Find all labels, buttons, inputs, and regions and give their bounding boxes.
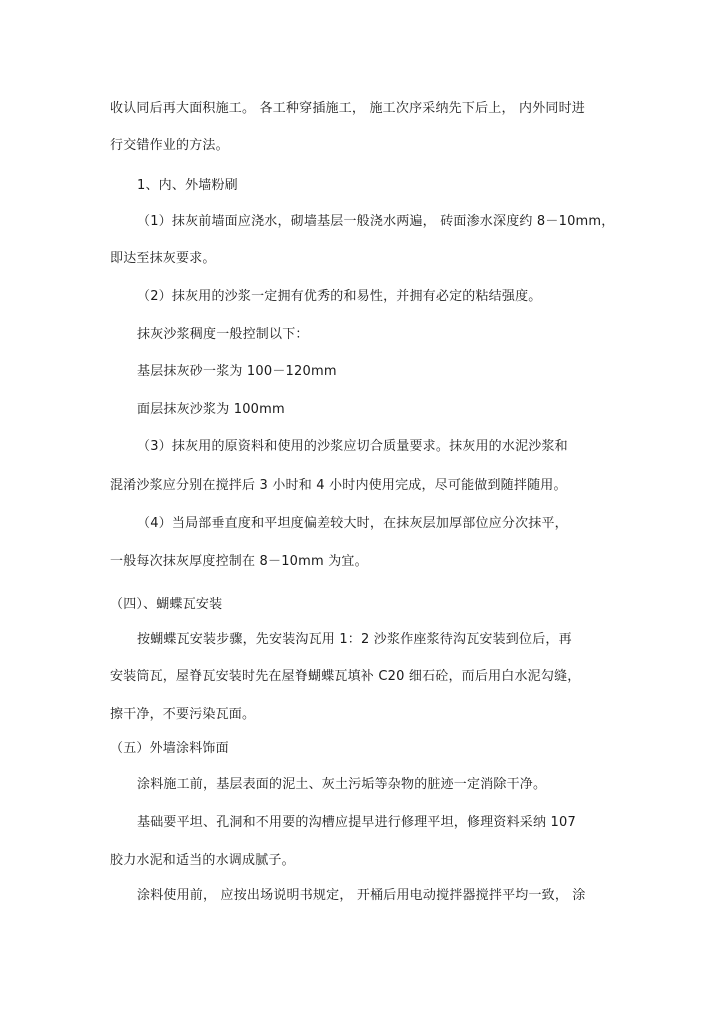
text-line-20: 基础要平坦、孔洞和不用要的沟槽应提早进行修理平坦，修理资料采纳 107 xyxy=(137,815,576,830)
text-line-4: （1）抹灰前墙面应浇水，砌墙基层一般浇水两遍， 砖面渗水深度约 8－10mm， xyxy=(137,214,615,229)
text-line-5: 即达至抹灰要求。 xyxy=(110,251,216,266)
section-heading-exterior-paint: （五）外墙涂料饰面 xyxy=(110,741,229,756)
text-line-13: 一般每次抹灰厚度控制在 8－10mm 为宜。 xyxy=(110,554,368,569)
text-line-16: 安装筒瓦，屋脊瓦安装时先在屋脊蝴蝶瓦填补 C20 细石砼，而后用白水泥勾缝， xyxy=(110,669,581,684)
text-line-6: （2）抹灰用的沙浆一定拥有优秀的和易性，并拥有必定的粘结强度。 xyxy=(137,289,542,304)
text-line-1: 收认同后再大面积施工。 各工种穿插施工， 施工次序采纳先下后上， 内外同时进 xyxy=(110,101,585,116)
section-heading-wall-plastering: 1、内、外墙粉刷 xyxy=(137,178,238,193)
text-line-12: （4）当局部垂直度和平坦度偏差较大时，在抹灰层加厚部位应分次抹平， xyxy=(137,516,568,531)
text-line-22: 涂料使用前， 应按出场说明书规定， 开桶后用电动搅拌器搅拌平均一致， 涂 xyxy=(137,888,586,903)
text-line-21: 胶力水泥和适当的水调成腻子。 xyxy=(110,853,295,868)
text-line-7: 抹灰沙浆稠度一般控制以下： xyxy=(137,327,309,342)
text-line-8: 基层抹灰砂一浆为 100－120mm xyxy=(137,364,337,379)
text-line-15: 按蝴蝶瓦安装步骤，先安装沟瓦用 1：2 沙浆作座浆待沟瓦安装到位后，再 xyxy=(137,632,572,647)
text-line-9: 面层抹灰沙浆为 100mm xyxy=(137,402,285,417)
text-line-17: 擦干净，不要污染瓦面。 xyxy=(110,707,256,722)
text-line-11: 混淆沙浆应分别在搅拌后 3 小时和 4 小时内使用完成，尽可能做到随拌随用。 xyxy=(110,478,567,493)
text-line-10: （3）抹灰用的原资料和使用的沙浆应切合质量要求。抹灰用的水泥沙浆和 xyxy=(137,439,568,454)
text-line-2: 行交错作业的方法。 xyxy=(110,138,229,153)
text-line-19: 涂料施工前，基层表面的泥土、灰土污垢等杂物的脏迹一定消除干净。 xyxy=(137,777,547,792)
section-heading-butterfly-tile: （四）、蝴蝶瓦安装 xyxy=(110,597,223,612)
